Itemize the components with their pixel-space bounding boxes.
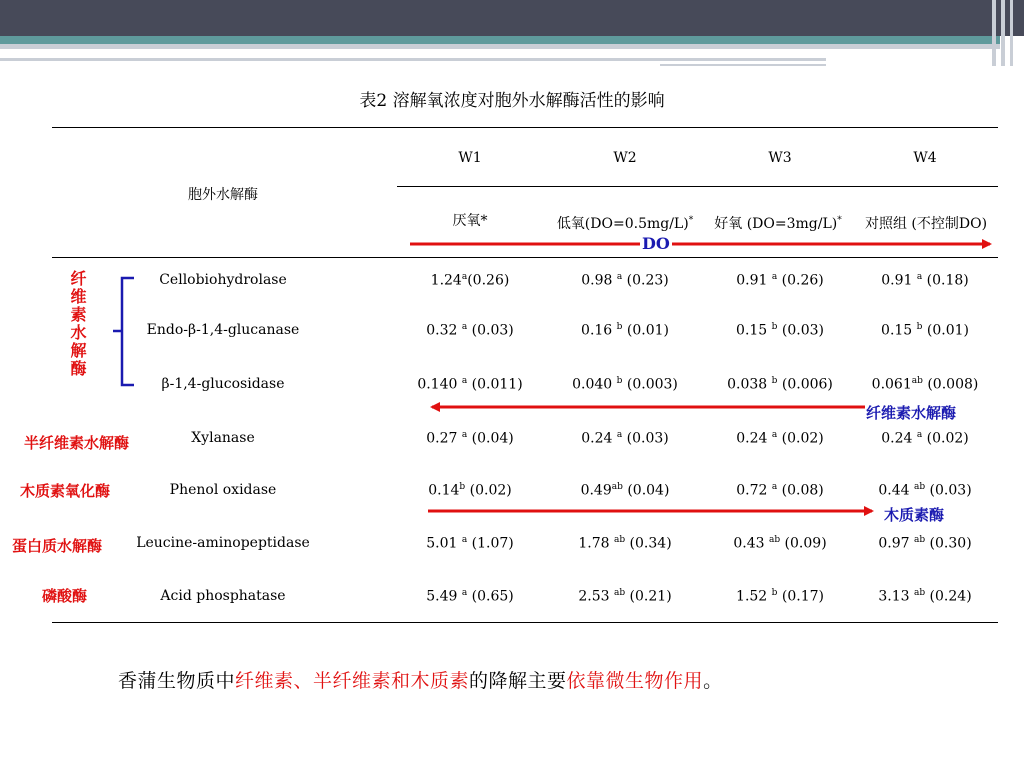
- cell-significance-letter: ab: [768, 535, 781, 545]
- header-band-thin-2: [660, 64, 826, 66]
- cell-error: (0.17): [777, 588, 824, 605]
- cell-error: (0.09): [780, 535, 827, 552]
- table-cell-w2: [550, 272, 700, 289]
- table-cell-w3: [705, 272, 855, 289]
- cell-significance-letter: a: [461, 588, 468, 598]
- header-band-teal: [0, 36, 1000, 44]
- cell-significance-letter: a: [771, 272, 778, 282]
- cell-error: (0.65): [467, 588, 514, 605]
- cell-value: 0.97: [878, 535, 914, 552]
- table-cell-w2: [550, 588, 700, 605]
- header-col-w1: W1: [458, 150, 482, 166]
- cell-error: (0.26): [467, 272, 510, 289]
- cell-error: (0.02): [777, 430, 824, 447]
- cell-value: 0.44: [878, 482, 914, 499]
- cell-significance-letter: b: [459, 482, 466, 492]
- cell-value: 0.14: [428, 482, 460, 499]
- table-cell-w4: [850, 272, 1000, 289]
- table-cell-w1: [395, 588, 545, 605]
- footer-sentence: 香蒲生物质中纤维素、半纤维素和木质素的降解主要依靠微生物作用。: [118, 670, 723, 692]
- table-cell-w3: [705, 376, 855, 393]
- cell-value: 0.24: [881, 430, 917, 447]
- cell-value: 0.72: [736, 482, 772, 499]
- cell-significance-letter: b: [916, 322, 923, 332]
- cell-error: (0.03): [622, 430, 669, 447]
- cell-value: 0.49: [580, 482, 612, 499]
- cell-significance-letter: b: [616, 322, 623, 332]
- cell-value: 3.13: [878, 588, 914, 605]
- cell-error: (0.008): [922, 376, 979, 393]
- cell-error: (0.18): [922, 272, 969, 289]
- cell-significance-letter: b: [771, 376, 778, 386]
- cell-value: 5.01: [426, 535, 462, 552]
- corner-stripe-2: [1001, 0, 1005, 66]
- cell-error: (0.03): [925, 482, 972, 499]
- cell-significance-letter: a: [616, 430, 623, 440]
- row-enzyme-name: β-1,4-glucosidase: [161, 376, 285, 392]
- cell-error: (0.04): [622, 482, 670, 499]
- table-cell-w1: [395, 430, 545, 447]
- table-cell-w3: [705, 322, 855, 339]
- cell-value: 0.24: [736, 430, 772, 447]
- cell-value: 0.040: [572, 376, 617, 393]
- table-cell-w1: [395, 482, 545, 499]
- header-band-thin: [0, 58, 826, 61]
- cell-error: (0.006): [777, 376, 833, 393]
- table-cell-w2: [550, 430, 700, 447]
- header-condition-w4: 对照组 (不控制DO): [864, 216, 988, 232]
- row-enzyme-name: Endo-β-1,4-glucanase: [146, 322, 300, 338]
- header-condition-w3: 好氧 (DO=3mg/L)*: [714, 215, 842, 232]
- side-label-phosphatase: 磷酸酶: [42, 587, 88, 605]
- table-cell-w2: [550, 482, 700, 499]
- cell-error: (0.003): [622, 376, 678, 393]
- side-label-hemicellulase: 半纤维素水解酶: [24, 434, 130, 452]
- cell-error: (0.01): [922, 322, 969, 339]
- cell-value: 0.15: [736, 322, 772, 339]
- cell-significance-letter: b: [771, 588, 778, 598]
- cell-significance-letter: ab: [911, 376, 923, 386]
- cell-value: 0.15: [881, 322, 917, 339]
- table-cell-w4: [850, 482, 1000, 499]
- cell-value: 1.52: [736, 588, 772, 605]
- cell-significance-letter: a: [461, 430, 468, 440]
- header-col-w4: W4: [913, 150, 937, 166]
- cell-error: (0.03): [467, 322, 514, 339]
- cell-error: (0.30): [925, 535, 972, 552]
- lignin-arrow-label: 木质素酶: [884, 506, 945, 524]
- table-cell-w3: [705, 430, 855, 447]
- cell-error: (0.02): [922, 430, 969, 447]
- cell-value: 0.24: [581, 430, 617, 447]
- table-rule-mid: [397, 186, 998, 187]
- cell-value: 1.78: [578, 535, 614, 552]
- header-band-gray: [0, 44, 1000, 49]
- cell-value: 1.24: [430, 272, 462, 289]
- cell-significance-letter: a: [916, 272, 923, 282]
- header-col-w2: W2: [613, 150, 637, 166]
- cell-significance-letter: ab: [913, 482, 926, 492]
- cell-value: 0.038: [727, 376, 772, 393]
- cell-error: (0.08): [777, 482, 824, 499]
- row-enzyme-name: Cellobiohydrolase: [159, 272, 287, 288]
- cell-significance-letter: a: [916, 430, 923, 440]
- table-rule-header: [52, 257, 998, 258]
- cell-significance-letter: a: [771, 430, 778, 440]
- row-enzyme-name: Acid phosphatase: [160, 588, 286, 604]
- cell-error: (0.02): [465, 482, 512, 499]
- cell-value: 0.43: [733, 535, 769, 552]
- row-enzyme-name: Leucine-aminopeptidase: [136, 535, 310, 551]
- side-label-lignin-oxidase: 木质素氧化酶: [20, 482, 111, 500]
- table-cell-w4: [850, 322, 1000, 339]
- cell-error: (0.04): [467, 430, 514, 447]
- table-cell-w4: [850, 376, 1000, 393]
- table-cell-w4: [850, 588, 1000, 605]
- cell-significance-letter: ab: [613, 535, 626, 545]
- cell-error: (0.26): [777, 272, 824, 289]
- table-cell-w2: [550, 535, 700, 552]
- cell-value: 0.98: [581, 272, 617, 289]
- table-cell-w3: [705, 482, 855, 499]
- cell-significance-letter: ab: [611, 482, 623, 492]
- row-enzyme-name: Xylanase: [191, 430, 255, 446]
- cell-error: (0.03): [777, 322, 824, 339]
- corner-stripe-1: [992, 0, 996, 66]
- table-cell-w3: [705, 535, 855, 552]
- cell-significance-letter: b: [771, 322, 778, 332]
- cell-significance-letter: a: [461, 272, 468, 282]
- cell-error: (0.34): [625, 535, 672, 552]
- table-cell-w4: [850, 535, 1000, 552]
- cell-error: (0.21): [625, 588, 672, 605]
- cell-value: 0.27: [426, 430, 462, 447]
- table-cell-w1: [395, 376, 545, 393]
- cell-error: (0.011): [467, 376, 523, 393]
- header-col-w3: W3: [768, 150, 792, 166]
- table-cell-w3: [705, 588, 855, 605]
- header-condition-w1: 厌氧*: [452, 213, 488, 229]
- table-rule-top: [52, 127, 998, 128]
- cell-significance-letter: a: [616, 272, 623, 282]
- table-rule-bottom: [52, 622, 998, 623]
- table-title: 表2 溶解氧浓度对胞外水解酶活性的影响: [359, 91, 665, 111]
- cell-significance-letter: ab: [913, 588, 926, 598]
- cell-value: 0.91: [881, 272, 917, 289]
- do-label: DO: [642, 234, 670, 253]
- cell-error: (0.24): [925, 588, 972, 605]
- cell-significance-letter: a: [461, 322, 468, 332]
- corner-stripe-3: [1010, 0, 1013, 66]
- cell-value: 0.32: [426, 322, 462, 339]
- cell-significance-letter: ab: [613, 588, 626, 598]
- cell-significance-letter: a: [771, 482, 778, 492]
- table-cell-w2: [550, 322, 700, 339]
- cellulase-vertical-label: 纤维素水解酶: [68, 270, 87, 378]
- header-band-dark: [0, 0, 1024, 36]
- table-cell-w1: [395, 322, 545, 339]
- cell-value: 0.16: [581, 322, 617, 339]
- header-enzyme-label: 胞外水解酶: [188, 187, 258, 203]
- table-cell-w4: [850, 430, 1000, 447]
- table-cell-w1: [395, 535, 545, 552]
- cell-value: 2.53: [578, 588, 614, 605]
- cell-value: 5.49: [426, 588, 462, 605]
- table-cell-w2: [550, 376, 700, 393]
- cell-error: (1.07): [467, 535, 514, 552]
- header-condition-w2: 低氧(DO=0.5mg/L)*: [556, 215, 694, 232]
- row-enzyme-name: Phenol oxidase: [169, 482, 277, 498]
- cell-significance-letter: a: [461, 376, 468, 386]
- cell-value: 0.91: [736, 272, 772, 289]
- cell-significance-letter: a: [461, 535, 468, 545]
- cell-value: 0.140: [417, 376, 462, 393]
- cell-error: (0.23): [622, 272, 669, 289]
- cell-significance-letter: ab: [913, 535, 926, 545]
- cell-value: 0.061: [871, 376, 912, 393]
- cell-error: (0.01): [622, 322, 669, 339]
- cellulase-arrow-label: 纤维素水解酶: [866, 404, 957, 422]
- cell-significance-letter: b: [616, 376, 623, 386]
- side-label-protease: 蛋白质水解酶: [12, 537, 103, 555]
- table-cell-w1: [395, 272, 545, 289]
